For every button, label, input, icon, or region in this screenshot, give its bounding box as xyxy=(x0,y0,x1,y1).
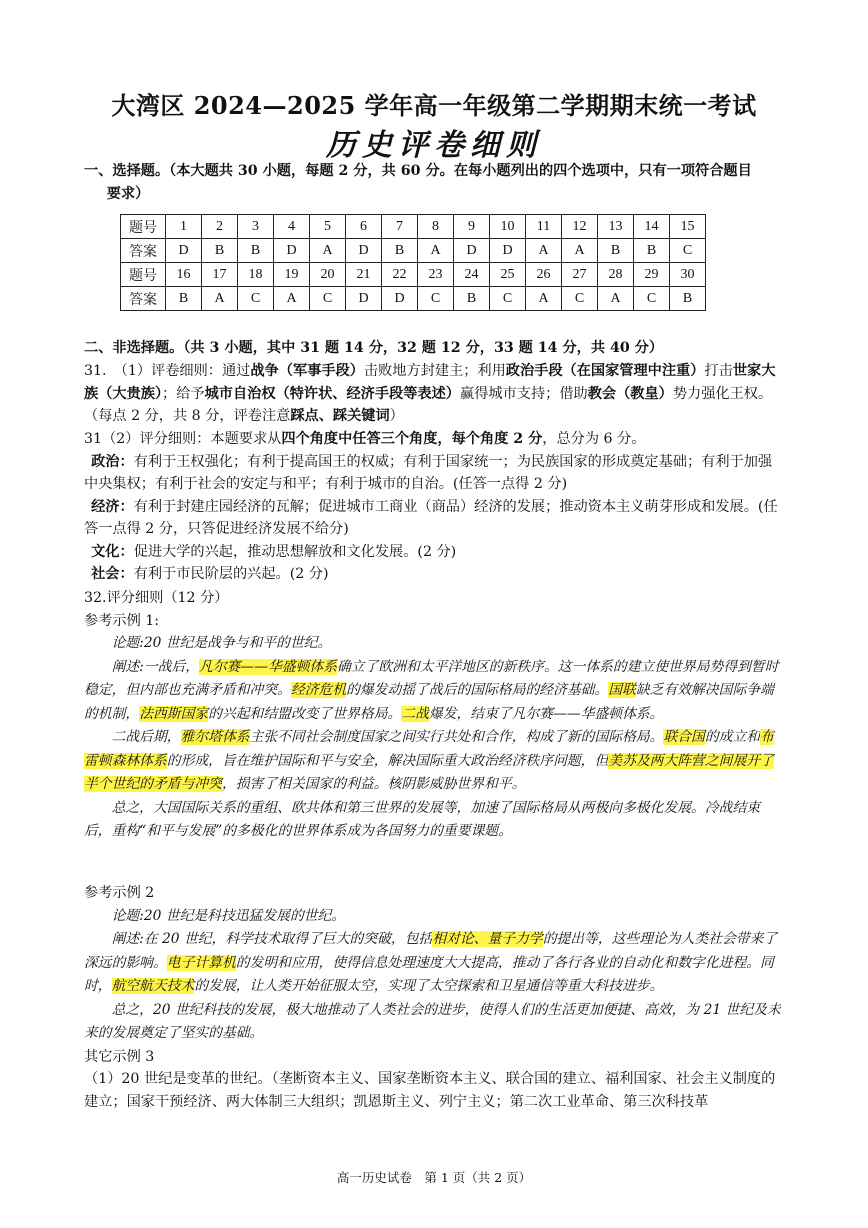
example2-conclusion: 总之，20 世纪科技的发展，极大地推动了人类社会的进步，使得人们的生活更加便捷、高效，为 21 世纪及未来的发展奠定了坚实的基础。 xyxy=(84,1001,781,1041)
table-cell: C xyxy=(670,239,706,263)
page-title: 大湾区 2024—2025 学年高一年级第二学期期末统一考试 xyxy=(111,91,757,120)
page-footer: 高一历史试卷 第 1 页（共 2 页） xyxy=(336,1170,532,1185)
table-cell: A xyxy=(598,287,634,311)
table-cell: C xyxy=(418,287,454,311)
example2-section xyxy=(84,882,784,1113)
table-cell: C xyxy=(634,287,670,311)
table-header-cell: 题号 xyxy=(121,215,166,239)
section1-heading: 一、选择题。（本大题共 30 小题，每题 2 分，共 60 分。在每小题列出的四个选项中，只有一项符合题目 要求） xyxy=(84,163,752,202)
table-cell: 4 xyxy=(274,215,310,239)
table-cell: 30 xyxy=(670,263,706,287)
example3-label: 其它示例 3 xyxy=(84,1048,155,1065)
table-cell: 11 xyxy=(526,215,562,239)
table-cell: B xyxy=(598,239,634,263)
table-cell: C xyxy=(562,287,598,311)
table-cell: B xyxy=(670,287,706,311)
table-cell: D xyxy=(274,239,310,263)
section2-heading: 二、非选择题。（共 3 小题，其中 31 题 14 分，32 题 12 分，33 题 14 分，共 40 分） xyxy=(84,340,664,356)
q32-heading: 32.评分细则（12 分） xyxy=(84,590,229,606)
table-cell: 15 xyxy=(670,215,706,239)
table-cell: 10 xyxy=(490,215,526,239)
table-cell: D xyxy=(346,287,382,311)
example1-paragraph1: 阐述:一战后，凡尔赛——华盛顿体系确立了欧洲和太平洋地区的新秩序。这一体系的建立使世界局势得到暂时稳定，但内部也充满矛盾和冲突。经济危机的爆发动摇了战后的国际格局的经济基础。国联缺乏有效解决国际争端的机制，法西斯国家的兴起和结盟改变了世界格局。二战爆发，结束了凡尔赛——华盛顿体系。 xyxy=(84,658,779,722)
table-cell: 16 xyxy=(166,263,202,287)
answer-table xyxy=(120,214,706,311)
table-cell: 21 xyxy=(346,263,382,287)
q32-section xyxy=(84,587,784,844)
table-cell: A xyxy=(526,287,562,311)
example1-conclusion: 总之，大国国际关系的重组、欧共体和第三世界的发展等，加速了国际格局从两极向多极化发展。冷战结束后，重构“和平与发展”的多极化的世界体系成为各国努力的重要课题。 xyxy=(84,799,761,839)
table-cell: C xyxy=(490,287,526,311)
table-cell: D xyxy=(490,239,526,263)
example2-label: 参考示例 2 xyxy=(84,885,155,901)
example1-paragraph2: 二战后期，雅尔塔体系主张不同社会制度国家之间实行共处和合作，构成了新的国际格局。联合国的成立和布雷顿森林体系的形成，旨在维护国际和平与安全，解决国际重大政治经济秩序问题，但美苏及两大阵营之间展开了半个世纪的矛盾与冲突，损害了相关国家的利益。核阴影威胁世界和平。 xyxy=(84,729,774,792)
table-cell: A xyxy=(202,287,238,311)
table-cell: D xyxy=(382,287,418,311)
example2-thesis: 论题:20 世纪是科技迅猛发展的世纪。 xyxy=(111,907,346,924)
q31-economy: 经济：有利于封建庄园经济的瓦解；促进城市工商业（商品）经济的发展；推动资本主义萌芽形成和发展。(任答一点得 2 分，只答促进经济发展不给分) xyxy=(84,498,778,537)
table-header-cell: 答案 xyxy=(121,239,166,263)
example2-paragraph1: 阐述:在 20 世纪，科学技术取得了巨大的突破，包括相对论、量子力学的提出等，这些理论为人类社会带来了深远的影响。电子计算机的发明和应用，使得信息处理速度大大提高，推动了各行各业的自动化和数字化进程。同时，航空航天技术的发展，让人类开始征服太空，实现了太空探索和卫星通信等重大科技进步。 xyxy=(84,931,778,994)
table-row xyxy=(121,263,706,287)
table-cell: 5 xyxy=(310,215,346,239)
q31-culture: 文化：促进大学的兴起，推动思想解放和文化发展。(2 分) xyxy=(91,543,457,560)
table-cell: D xyxy=(454,239,490,263)
table-cell: 26 xyxy=(526,263,562,287)
table-cell: 20 xyxy=(310,263,346,287)
table-cell: 7 xyxy=(382,215,418,239)
table-cell: 19 xyxy=(274,263,310,287)
example1-label: 参考示例 1: xyxy=(84,612,160,629)
table-header-cell: 题号 xyxy=(121,263,166,287)
q31-society: 社会：有利于市民阶层的兴起。(2 分) xyxy=(91,566,329,582)
table-cell: B xyxy=(238,239,274,263)
table-row xyxy=(121,215,706,239)
table-cell: 28 xyxy=(598,263,634,287)
table-cell: 1 xyxy=(166,215,202,239)
table-cell: 18 xyxy=(238,263,274,287)
table-cell: 22 xyxy=(382,263,418,287)
table-cell: 3 xyxy=(238,215,274,239)
table-cell: D xyxy=(166,239,202,263)
table-cell: 9 xyxy=(454,215,490,239)
table-cell: D xyxy=(346,239,382,263)
table-cell: B xyxy=(634,239,670,263)
q31-politics: 政治：有利于王权强化；有利于提高国王的权威；有利于国家统一；为民族国家的形成奠定基础；有利于加强中央集权；有利于社会的安定与和平；有利于城市的自治。(任答一点得 2 分) xyxy=(84,453,773,492)
table-cell: B xyxy=(382,239,418,263)
table-row xyxy=(121,287,706,311)
table-cell: B xyxy=(166,287,202,311)
table-cell: A xyxy=(418,239,454,263)
table-cell: A xyxy=(562,239,598,263)
table-row xyxy=(121,239,706,263)
table-header-cell: 答案 xyxy=(121,287,166,311)
table-cell: A xyxy=(526,239,562,263)
table-cell: C xyxy=(310,287,346,311)
table-cell: 6 xyxy=(346,215,382,239)
table-cell: 23 xyxy=(418,263,454,287)
table-cell: A xyxy=(310,239,346,263)
table-cell: 29 xyxy=(634,263,670,287)
table-cell: 27 xyxy=(562,263,598,287)
table-cell: 13 xyxy=(598,215,634,239)
table-cell: B xyxy=(202,239,238,263)
q31-part2: 31（2）评分细则：本题要求从四个角度中任答三个角度，每个角度 2 分，总分为 6 分。 政治：有利于王权强化；有利于提高国王的权威；有利于国家统一；为民族国家的形成奠定基础；有利于加强中央集权；有利于社会的安定与和平；有利于城市的自治。(任答一点得 2 分) 经济：有利于封建庄园经济的瓦解；促进城市工商业（商品）经济的发展；推动资本主义萌芽形成和发展。(任答一点得 2 分，只答促进经济发展不给分) 文化：促进大学的兴起，推动思想解放和文化发展。(2 分) 社会：有利于市民阶层的兴起。(2 分) xyxy=(84,428,784,586)
example3-text: （1）20 世纪是变革的世纪。（垄断资本主义、国家垄断资本主义、联合国的建立、福利国家、社会主义制度的建立；国家干预经济、两大体制三大组织；凯恩斯主义、列宁主义；第二次工业革命、第三次科技革 xyxy=(84,1071,776,1110)
table-cell: 24 xyxy=(454,263,490,287)
page-subtitle: 历史评卷细则 xyxy=(326,128,542,163)
table-cell: 25 xyxy=(490,263,526,287)
table-cell: 17 xyxy=(202,263,238,287)
table-cell: A xyxy=(274,287,310,311)
table-cell: 12 xyxy=(562,215,598,239)
table-cell: 2 xyxy=(202,215,238,239)
table-cell: C xyxy=(238,287,274,311)
q31-part1: 31. （1）评卷细则：通过战争（军事手段）击败地方封建主；利用政治手段（在国家管理中注重）打击世家大族（大贵族）；给予城市自治权（特许状、经济手段等表述）赢得城市支持；借助教会（教皇）势力强化王权。（每点 2 分，共 8 分，评卷注意踩点、踩关键词） xyxy=(84,363,776,424)
example1-thesis: 论题:20 世纪是战争与和平的世纪。 xyxy=(111,635,332,651)
table-cell: B xyxy=(454,287,490,311)
table-cell: 8 xyxy=(418,215,454,239)
table-cell: 14 xyxy=(634,215,670,239)
